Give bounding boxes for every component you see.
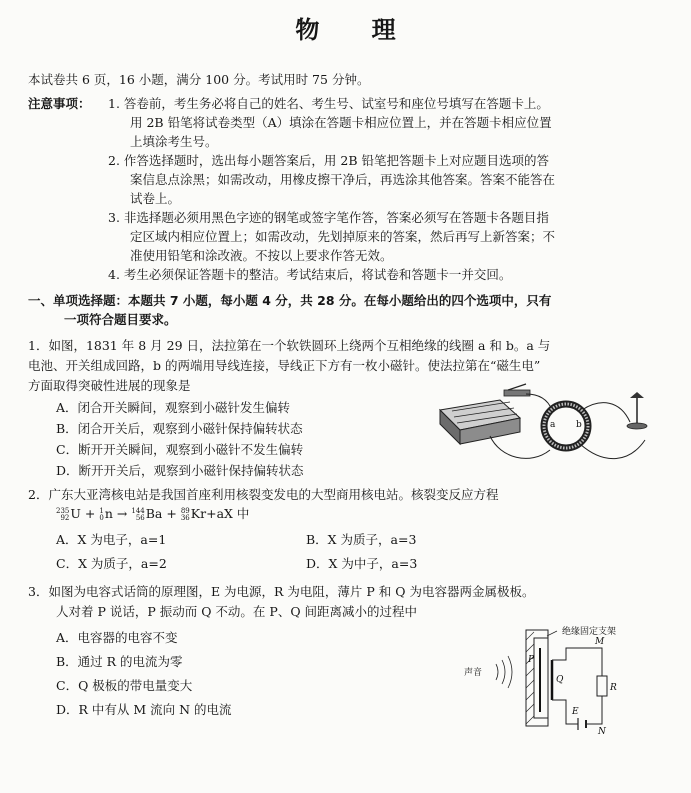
notice-line: 1. 答卷前，考生务必将自己的姓名、考生号、试室号和座位号填写在答题卡上。	[108, 96, 549, 111]
section-heading: 一、单项选择题：本题共 7 小题，每小题 4 分，共 28 分。在每小题给出的四个选项中，只有	[28, 293, 552, 308]
q3-option-d: D．R 中有从 M 流向 N 的电流	[56, 702, 232, 717]
notice-line: 上填涂考生号。	[130, 134, 218, 149]
notice-line: 3. 非选择题必须用黑色字迹的钢笔或签字笔作答，答案必须写在答题卡各题目指	[108, 210, 549, 225]
resistor-r	[597, 676, 607, 696]
q1-stem: 方面取得突破性进展的现象是	[28, 378, 191, 393]
q1-stem: 1．如图，1831 年 8 月 29 日，法拉第在一个软铁圆环上绕两个互相绝缘的线圈 a 和 b。a 与	[28, 338, 551, 353]
condenser-microphone-figure	[462, 620, 667, 735]
nuclide-index: 89 36	[180, 506, 190, 522]
q3-stem: 人对着 P 说话，P 振动而 Q 不动。在 P、Q 间距离减小的过程中	[56, 604, 418, 619]
plate-q-label: Q	[556, 675, 564, 685]
coil-b-label: b	[576, 420, 582, 430]
q3-stem: 3．如图为电容式话筒的原理图，E 为电源，R 为电阻，薄片 P 和 Q 为电容器两金属极板。	[28, 584, 535, 599]
notice-line: 准使用铅笔和涂改液。不按以上要求作答无效。	[130, 248, 393, 263]
notice-line: 用 2B 铅笔将试卷类型（A）填涂在答题卡相应位置上，并在答题卡相应位置	[130, 115, 552, 130]
q1-option-d: D．断开开关后，观察到小磁针保持偏转状态	[56, 463, 304, 478]
plate-p-label: P	[528, 655, 535, 665]
section-heading-cont: 一项符合题目要求。	[64, 312, 177, 327]
node-n-label: N	[598, 727, 606, 735]
q2-option-c: C．X 为质子，a=2	[56, 556, 167, 571]
q1-option-c: C．断开开关瞬间，观察到小磁针不发生偏转	[56, 442, 304, 457]
q2-option-a: A．X 为电子，a=1	[56, 532, 167, 547]
q3-option-a: A．电容器的电容不变	[56, 630, 178, 645]
nuclide-index: 144 56	[131, 506, 145, 522]
support-label: 绝缘固定支架	[562, 627, 617, 637]
q2-option-d: D．X 为中子，a=3	[306, 556, 418, 571]
nuclide-index: 1 0	[99, 506, 104, 522]
q1-option-a: A．闭合开关瞬间，观察到小磁针发生偏转	[56, 400, 291, 415]
resistor-label: R	[610, 683, 617, 693]
q1-stem: 电池、开关组成回路，b 的两端用导线连接，导线正下方有一枚小磁针。使法拉第在“磁生电”	[28, 358, 541, 373]
nuclide-index: 235 92	[56, 506, 70, 522]
coil-a-label: a	[550, 420, 556, 430]
q2-option-b: B．X 为质子，a=3	[306, 532, 417, 547]
node-m-label: M	[595, 637, 605, 647]
notice-line: 4. 考生必须保证答题卡的整洁。考试结束后，将试卷和答题卡一并交回。	[108, 267, 512, 282]
notice-line: 定区域内相应位置上；如需改动，先划掉原来的答案，然后再写上新答案；不	[130, 229, 556, 244]
q2-stem: 2．广东大亚湾核电站是我国首座利用核裂变发电的大型商用核电站。核裂变反应方程	[28, 487, 499, 502]
q2-equation: 235 92 U + 1 0 n → 144 56 Ba + 89 36 Kr+aX 中	[56, 506, 250, 522]
battery-label: E	[572, 707, 579, 717]
q1-option-b: B．闭合开关后，观察到小磁针保持偏转状态	[56, 421, 303, 436]
exam-info: 本试卷共 6 页，16 小题，满分 100 分。考试用时 75 分钟。	[28, 72, 370, 87]
notice-line: 试卷上。	[130, 191, 181, 206]
sound-label: 声音	[464, 668, 483, 678]
page-title: 物 理	[295, 16, 418, 44]
q3-option-c: C．Q 极板的带电量变大	[56, 678, 193, 693]
faraday-ring-figure	[430, 380, 665, 472]
notice-line: 2. 作答选择题时，选出每小题答案后，用 2B 铅笔把答题卡上对应题目选项的答	[108, 153, 549, 168]
notice-line: 案信息点涂黑；如需改动，用橡皮擦干净后，再选涂其他答案。答案不能答在	[130, 172, 556, 187]
notice-label: 注意事项：	[28, 96, 91, 111]
q3-option-b: B．通过 R 的电流为零	[56, 654, 183, 669]
